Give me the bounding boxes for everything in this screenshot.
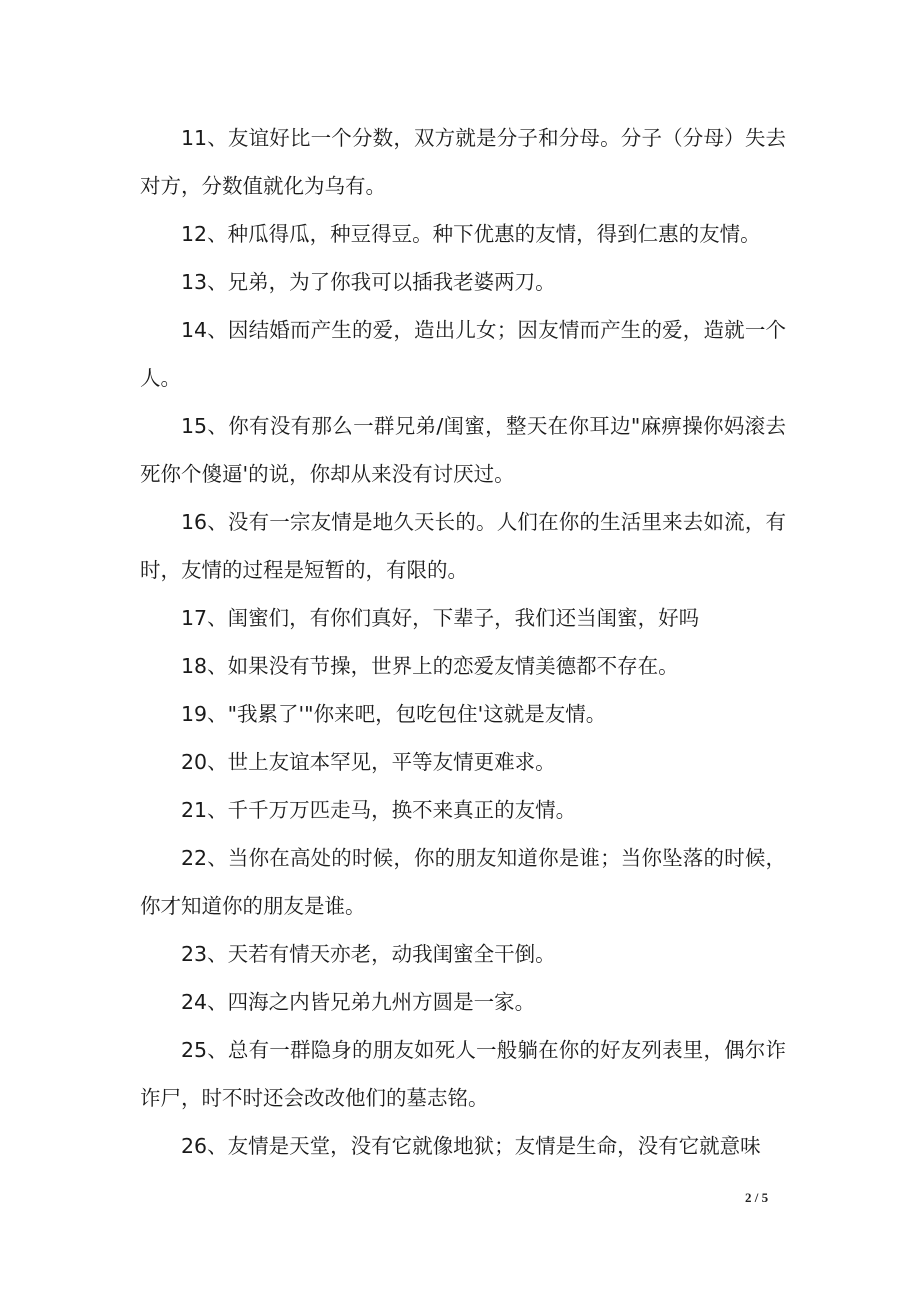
paragraph-14: 14、因结婚而产生的爱，造出儿女；因友情而产生的爱，造就一个人。	[140, 318, 786, 390]
paragraph-16: 16、没有一宗友情是地久天长的。人们在你的生活里来去如流，有时，友情的过程是短暂的，有限的。	[140, 510, 786, 582]
document-body	[140, 114, 786, 1170]
paragraph-23: 23、天若有情天亦老，动我闺蜜全干倒。	[181, 942, 556, 966]
paragraph-24: 24、四海之内皆兄弟九州方圆是一家。	[181, 990, 536, 1014]
paragraph-22: 22、当你在高处的时候，你的朋友知道你是谁；当你坠落的时候，你才知道你的朋友是谁。	[140, 846, 786, 918]
paragraph-17: 17、闺蜜们，有你们真好，下辈子，我们还当闺蜜，好吗	[181, 606, 700, 630]
paragraph-21: 21、千千万万匹走马，换不来真正的友情。	[181, 798, 577, 822]
paragraph-15: 15、你有没有那么一群兄弟/闺蜜，整天在你耳边"麻痹操你妈滚去死你个傻逼'的说，你却从来没有讨厌过。	[140, 414, 786, 486]
paragraph-20: 20、世上友谊本罕见，平等友情更难求。	[181, 750, 556, 774]
paragraph-18: 18、如果没有节操，世界上的恋爱友情美德都不存在。	[181, 654, 679, 678]
paragraph-25: 25、总有一群隐身的朋友如死人一般躺在你的好友列表里，偶尔诈诈尸，时不时还会改改他们的墓志铭。	[140, 1038, 786, 1110]
paragraph-13: 13、兄弟，为了你我可以插我老婆两刀。	[181, 270, 556, 294]
paragraph-12: 12、种瓜得瓜，种豆得豆。种下优惠的友情，得到仁惠的友情。	[181, 222, 761, 246]
paragraph-19: 19、"我累了'"你来吧，包吃包住'这就是友情。	[181, 702, 607, 726]
paragraph-11: 11、友谊好比一个分数，双方就是分子和分母。分子（分母）失去对方，分数值就化为乌有。	[140, 126, 786, 198]
paragraph-26: 26、友情是天堂，没有它就像地狱；友情是生命，没有它就意味	[181, 1134, 761, 1158]
page-number: 2 / 5	[745, 1190, 769, 1205]
